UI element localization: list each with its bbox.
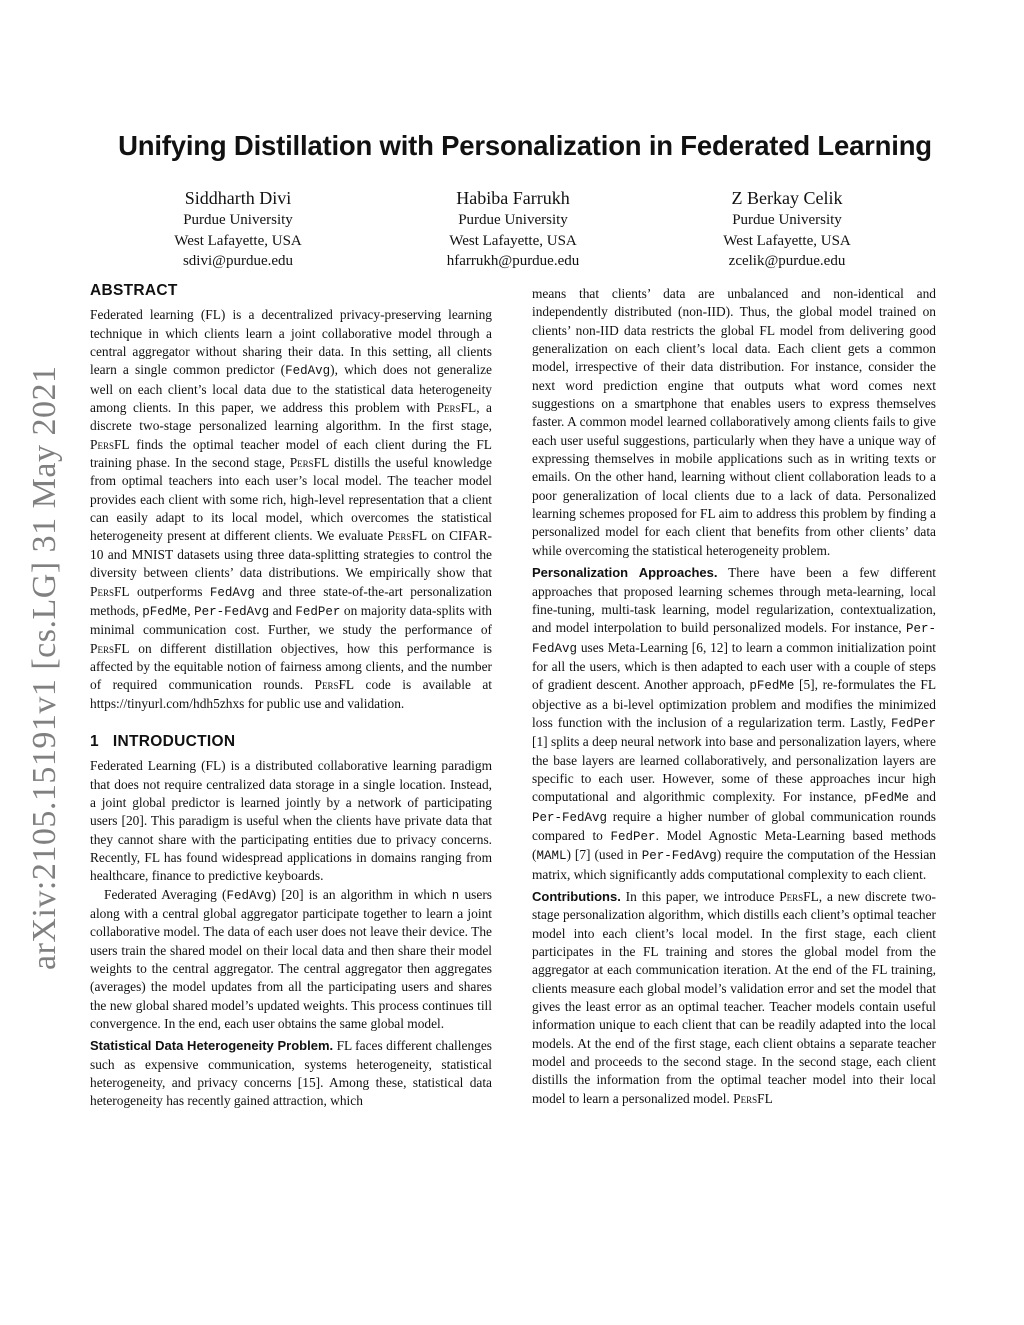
author-email[interactable]: zcelik@purdue.edu [728,253,846,269]
author-1 [88,186,388,272]
author-3 [637,186,937,272]
section-heading-introduction: 1 INTRODUCTION [90,732,236,750]
author-name: Siddharth Divi [184,188,292,208]
intro-paragraph-2: Federated Averaging (FedAvg) [20] is an algorithm in which n users along with a central global aggregator participate together to learn a joint collaborative model. The data of each user does not leave their device. The users train the shared model on their local data and then share their model weights to the central aggregator. The central aggregator then aggregates (averages) the model updates from all the participating users and shares the new global shared model’s updated weights. This process continues till convergence. In the end, each user obtains the same global model. [90,886,493,1032]
author-2 [363,186,663,272]
arxiv-identifier: arXiv:2105.15191v1 [cs.LG] 31 May 2021 [26,365,63,970]
left-column [90,282,492,1111]
author-location: West Lafayette, USA [174,232,302,249]
paper-title: Unifying Distillation with Personalization in Federated Learning [118,130,932,161]
intro-continued-paragraph: means that clients’ data are unbalanced and non-identical and independently distributed (non-IID). Thus, the global model trained on clients’ non-IID data restricts the global FL model from delivering good generalization on each client’s local data. Each client gets a common model, irrespective of their data distribution. For instance, consider the next word prediction engine that outputs what word comes next suggestions on a smartphone that enables users to express themselves faster. A common model learned collaboratively among clients fails to give each user useful suggestions, particularly when they have a unique way of expressing themselves in mobile applications such as in writing texts or emails. On the other hand, learning without client collaboration leads to a poor generalization of local clients due to a lack of data. Personalized learning schemes proposed for FL aim to address this problem by finding a personalized model for each client that benefits from other clients’ data while overcoming the statistical heterogeneity problem. [532,286,936,558]
author-location: West Lafayette, USA [449,232,577,249]
statistical-heterogeneity-paragraph: Statistical Data Heterogeneity Problem. FL faces different challenges such as expensive communication, systems heterogeneity, statistical heterogeneity, and privacy concerns [15]. Among these, statistical data heterogeneity has recently gained attraction, which [90,1038,492,1109]
author-name: Z Berkay Celik [731,188,843,208]
abstract-text: Federated learning (FL) is a decentralized privacy-preserving learning technique in which clients learn a joint collaborative model through a central aggregator without sharing their data. In this setting, all clients learn a single common predictor (FedAvg), which does not generalize well on each client’s local data due to the statistical data heterogeneity among clients. In this paper, we address this problem with PersFL, a discrete two-stage personalized learning algorithm. In the first stage, PersFL finds the optimal teacher model of each client during the FL training phase. In the second stage, PersFL distills the useful knowledge from optimal teachers into each user’s local model. The teacher model provides each client with some rich, high-level representation that a client can easily adapt to its local model, which overcomes the statistical heterogeneity present at different clients. We evaluate PersFL on CIFAR-10 and MNIST datasets using three data-splitting strategies to control the diversity between clients’ data distributions. We empirically show that PersFL outperforms FedAvg and three state-of-the-art personalization methods, pFedMe, Per-FedAvg and FedPer on majority data-splits with minimal communication cost. Further, we study the performance of PersFL on different distillation objectives, how this performance is affected by the equitable notion of fairness among clients, and the number of required communication rounds. PersFL code is available at https://tinyurl.com/hdh5zhxs for public use and validation. [90,307,493,711]
author-affiliation: Purdue University [458,212,568,228]
author-email[interactable]: hfarrukh@purdue.edu [446,253,580,269]
author-name: Habiba Farrukh [456,188,570,208]
abstract-heading: ABSTRACT [90,282,178,299]
personalization-approaches-paragraph: Personalization Approaches. There have been a few different approaches that proposed learning schemes through meta-learning, local fine-tuning, multi-task learning, model regularization, contextualization, and model interpolation to build personalized models. For instance, Per-FedAvg uses Meta-Learning [6, 12] to learn a common initialization point for all the users, which is then adapted to each user with a couple of steps of gradient descent. Another approach, pFedMe [5], re-formulates the FL objective as a bi-level optimization problem and modifies the minimized loss function with the inclusion of a regularization term. Lastly, FedPer [1] splits a deep neural network into base and personalization layers, where the base layers are learned collaboratively, and personalization layers are specific to each user. However, some of these approaches incur high computational and algorithmic complexity. For instance, pFedMe and Per-FedAvg require a higher number of global communication rounds compared to FedPer. Model Agnostic Meta-Learning based methods (MAML) [7] (used in Per-FedAvg) require the computation of the Hessian matrix, which significantly adds computational complexity to each client. [532,565,937,882]
author-affiliation: Purdue University [732,212,842,228]
author-email[interactable]: sdivi@purdue.edu [182,253,294,269]
contributions-paragraph: Contributions. In this paper, we introduce PersFL, a new discrete two-stage personalization algorithm, which distills each client’s optimal teacher model into each client’s local model. In the first stage, each client participates in the FL training and stores the global model from the aggregator at each communication iteration. At the end of the FL training, clients measure each global model’s validation error and set the model that gives the least error as an optimal teacher. Teacher models contain useful information unique to each client that can be readily adapted into the local models. At the end of the first stage, each client obtains a separate teacher model and proceeds to the second stage. In the second stage, each client distills the information from the optimal teacher model into their local model to learn a personalized model. PersFL [532,889,936,1106]
author-location: West Lafayette, USA [723,232,851,249]
intro-paragraph-1: Federated Learning (FL) is a distributed collaborative learning paradigm that does not require centralized data storage in a single location. Instead, a joint global predictor is learned jointly by a network of participating users [20]. This paradigm is useful when the clients have private data that they cannot share with the participating entities due to privacy concerns. Recently, FL has found widespread applications in domains ranging from healthcare, finance to predictive keyboards. [90,758,492,884]
right-column [532,285,936,1108]
author-affiliation: Purdue University [183,212,293,228]
